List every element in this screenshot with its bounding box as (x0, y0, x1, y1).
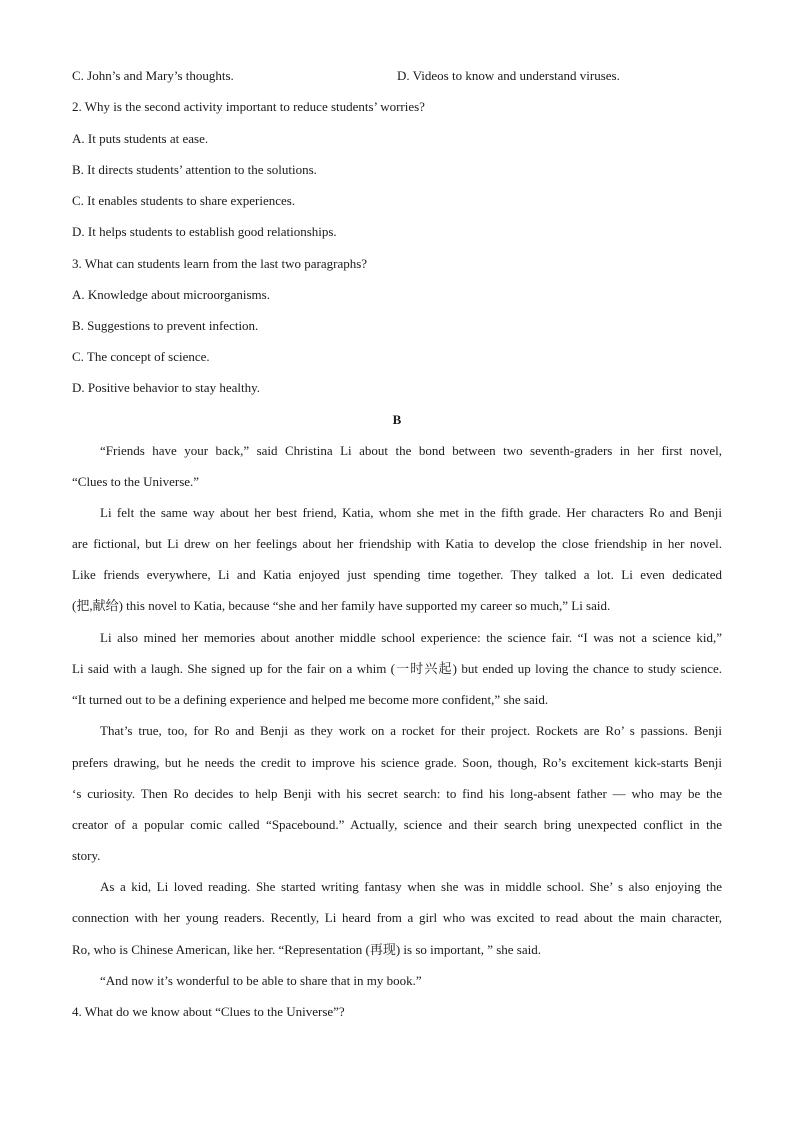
passage-p3-line: Li also mined her memories about another middle school experience: the science fair. “I was not a science kid,” (100, 630, 722, 645)
q2-option-a: A. It puts students at ease. (72, 131, 209, 146)
passage-p6-line: “And now it’s wonderful to be able to share that in my book.” (100, 973, 422, 988)
passage-p3-line: Li said with a laugh. She signed up for the fair on a whim (一时兴起) but ended up loving the chance to study science. (72, 661, 722, 676)
q2-option-c: C. It enables students to share experiences. (72, 193, 296, 208)
passage-p2-line: are fictional, but Li drew on her feelings about her friendship with Katia to develop the close friendship in her novel. (72, 536, 722, 551)
q3-option-c: C. The concept of science. (72, 349, 210, 364)
section-heading: B (392, 412, 402, 427)
passage-p1-line: “Friends have your back,” said Christina Li about the bond between two seventh-graders in her first novel, (100, 443, 722, 458)
q2-option-d: D. It helps students to establish good relationships. (72, 224, 337, 239)
q3-option-a: A. Knowledge about microorganisms. (72, 287, 270, 302)
q3-question: 3. What can students learn from the last two paragraphs? (72, 256, 368, 271)
passage-p4-line: That’s true, too, for Ro and Benji as they work on a rocket for their project. Rockets are Ro’ s passions. Benji (100, 723, 722, 738)
passage-p4-line: story. (72, 848, 101, 863)
passage-p4-line: prefers drawing, but he needs the credit to improve his science grade. Soon, though, Ro’s excitement kick-starts Benji (72, 755, 722, 770)
passage-p2-line: (把,献给) this novel to Katia, because “she and her family have supported my career so much,” Li said. (72, 598, 611, 613)
q3-option-b: B. Suggestions to prevent infection. (72, 318, 259, 333)
q1-option-c: C. John’s and Mary’s thoughts. (72, 68, 234, 83)
passage-p5-line: connection with her young readers. Recently, Li heard from a girl who was excited to read about the main character, (72, 910, 722, 925)
passage-p5-line: Ro, who is Chinese American, like her. “Representation (再现) is so important, ” she said. (72, 942, 541, 957)
q2-question: 2. Why is the second activity important to reduce students’ worries? (72, 99, 425, 114)
passage-p4-line: ‘s curiosity. Then Ro decides to help Benji with his secret search: to find his long-absent father — who may be the (72, 786, 722, 801)
passage-p2-line: Like friends everywhere, Li and Katia enjoyed just spending time together. They talked a lot. Li even dedicated (72, 567, 722, 582)
q2-option-b: B. It directs students’ attention to the solutions. (72, 162, 317, 177)
q1-option-d: D. Videos to know and understand viruses. (397, 68, 620, 83)
passage-p2-line: Li felt the same way about her best friend, Katia, whom she met in the fifth grade. Her characters Ro and Benji (100, 505, 722, 520)
passage-p4-line: creator of a popular comic called “Spacebound.” Actually, science and their search bring unexpected conflict in the (72, 817, 722, 832)
passage-p1-line: “Clues to the Universe.” (72, 474, 200, 489)
q3-option-d: D. Positive behavior to stay healthy. (72, 380, 260, 395)
passage-p5-line: As a kid, Li loved reading. She started writing fantasy when she was in middle school. She’ s also enjoying the (100, 879, 722, 894)
q4-question: 4. What do we know about “Clues to the Universe”? (72, 1004, 345, 1019)
passage-p3-line: “It turned out to be a defining experience and helped me become more confident,” she said. (72, 692, 549, 707)
